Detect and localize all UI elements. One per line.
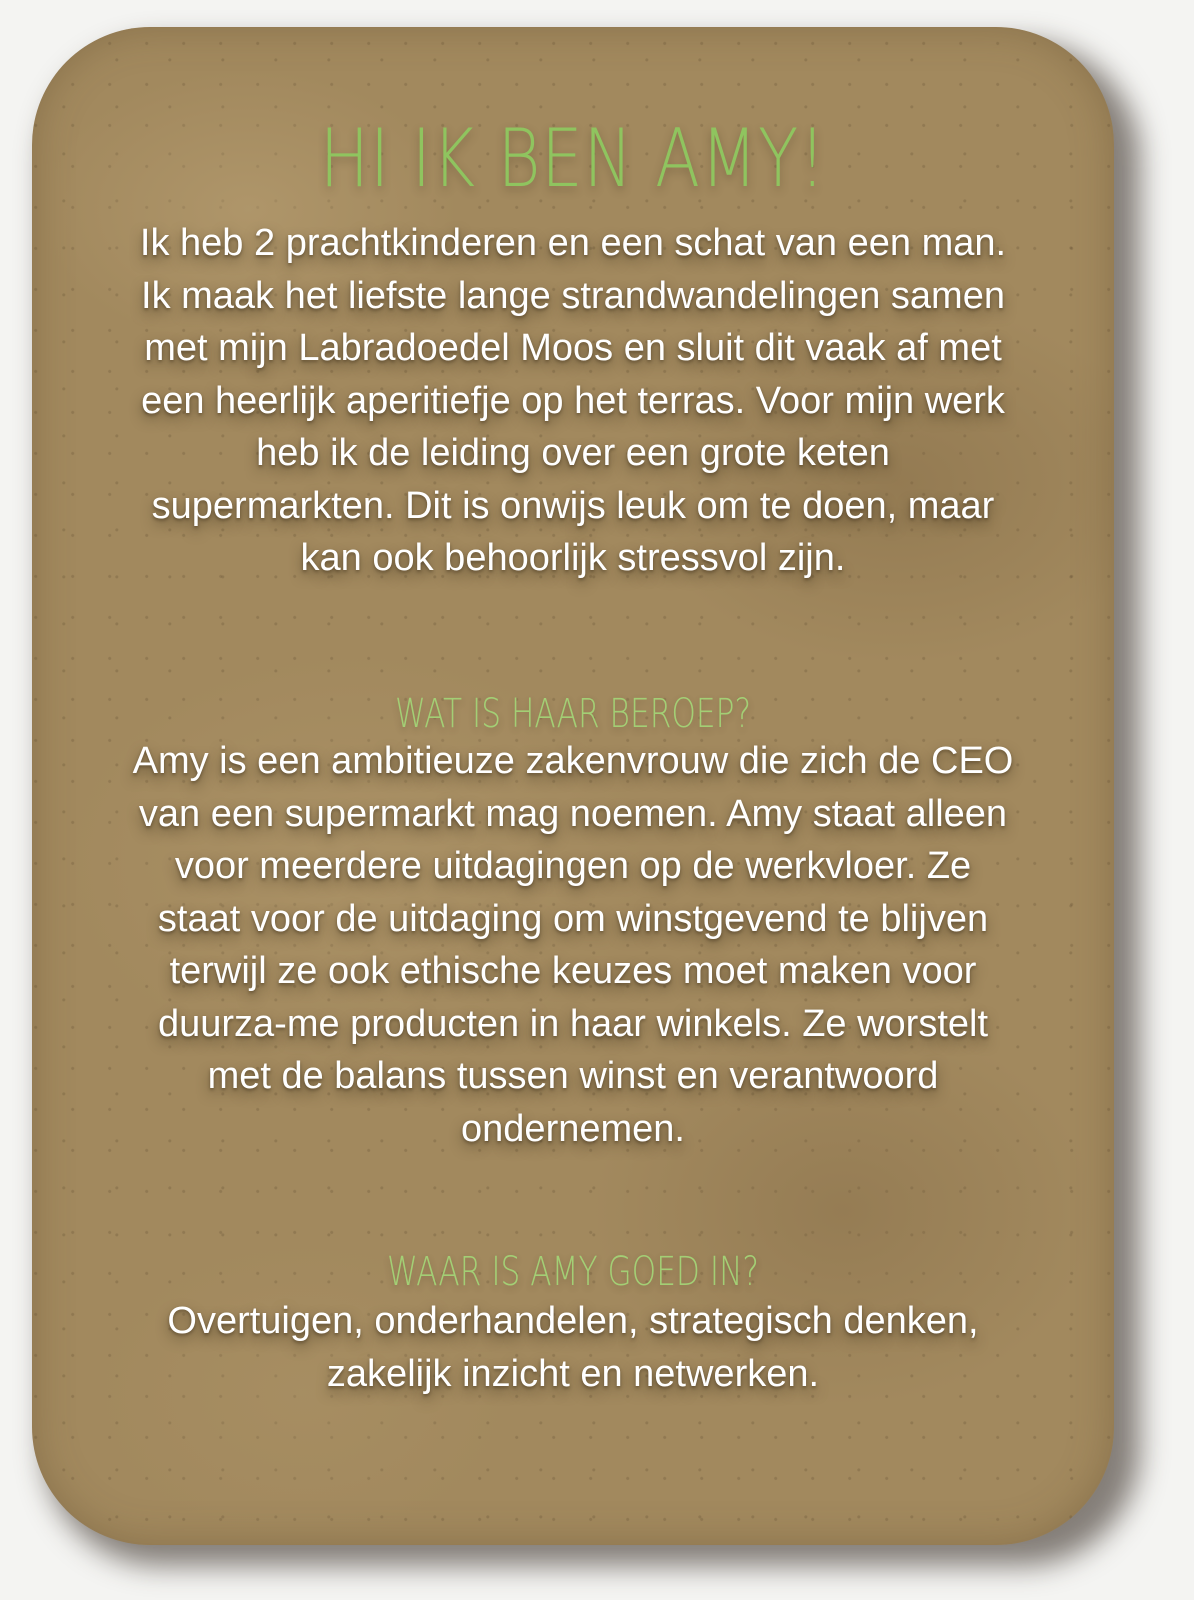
section-heading-skills: WAAR IS AMY GOED IN?	[387, 1249, 759, 1295]
card-content	[32, 27, 1114, 1545]
intro-text: Ik heb 2 prachtkinderen en een schat van een man. Ik maak het liefste lange strandwandelingen samen met mijn Labradoedel Moos en sluit dit vaak af met een heerlijk aperitiefje op het terras. Voor mijn werk heb ik de leiding over een grote keten supermarkten. Dit is onwijs leuk om te doen, maar kan ook behoorlijk stressvol zijn.	[139, 222, 1007, 579]
skills-text: Overtuigen, onderhandelen, strategisch denken, zakelijk inzicht en netwerken.	[167, 1300, 979, 1395]
section-heading-profession: WAT IS HAAR BEROEP?	[394, 691, 752, 737]
card-title: HI IK BEN AMY!	[319, 112, 827, 205]
profile-card	[32, 27, 1114, 1545]
profession-text: Amy is een ambitieuze zakenvrouw die zich de CEO van een supermarkt mag noemen. Amy staat alleen voor meerdere uitdagingen op de werkvloer. Ze staat voor de uitdaging om winstgevend te blijven terwijl ze ook ethische keuzes moet maken voor duurza-me producten in haar winkels. Ze worstelt met de balans tussen winst en verantwoord ondernemen.	[132, 740, 1014, 1150]
